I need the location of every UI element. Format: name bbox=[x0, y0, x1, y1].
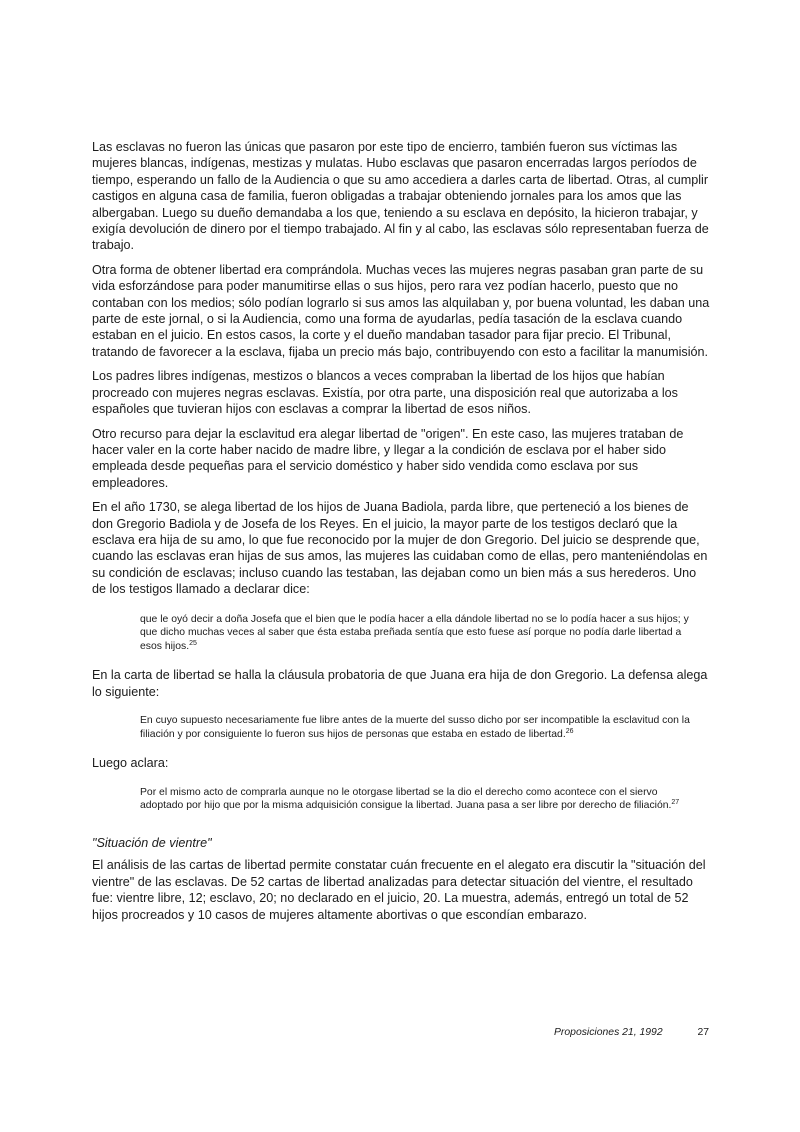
page-footer bbox=[554, 1026, 709, 1039]
footnote-ref-25: 25 bbox=[189, 639, 197, 647]
paragraph-3: Los padres libres indígenas, mestizos o blancos a veces compraban la libertad de los hijos que habían procreado con mujeres negras esclavas. Existía, por otra parte, una disposición real que autorizaba a los españoles que tuvieran hijos con esclavas a comprar la libertad de esos niños. bbox=[92, 369, 678, 417]
block-quote-3 bbox=[140, 786, 700, 813]
paragraph-5: En el año 1730, se alega libertad de los hijos de Juana Badiola, parda libre, que perteneció a los bienes de don Gregorio Badiola y de Josefa de los Reyes. En el juicio, la mayor parte de los testigos declaró que la esclava era hija de su amo, lo que fue reconocido por la mujer de don Gregorio. Del juicio se desprende que, cuando las esclavas eran hijas de sus amos, las mujeres las cuidaban como de ellas, pero manteniéndolas en su condición de esclavas; incluso cuando las testaban, las dejaban como un bien más a sus herederos. Uno de los testigos llamado a declarar dice: bbox=[92, 500, 708, 597]
page-number: 27 bbox=[697, 1027, 709, 1038]
paragraph-1: Las esclavas no fueron las únicas que pasaron por este tipo de encierro, también fueron sus víctimas las mujeres blancas, indígenas, mestizas y mulatas. Hubo esclavas que pasaron encerradas largos períodos de tiempo, esperando un fallo de la Audiencia o que su amo accediera a darles carta de libertad. Otras, al cumplir castigos en alguna casa de familia, fueron obligadas a trabajar obteniendo jornales para los amos que las albergaban. Luego su dueño demandaba a los que, teniendo a su esclava en depósito, la hicieron trabajar, y exigía devolución de dinero por el tiempo trabajado. Al fin y al cabo, las esclavas sólo representaban fuerza de trabajo. bbox=[92, 140, 709, 253]
block-quote-2 bbox=[140, 714, 700, 741]
article-body bbox=[92, 139, 710, 931]
quote-1-text: que le oyó decir a doña Josefa que el bien que le podía hacer a ella dándole libertad no se lo podía hacer a sus hijos; y que dicho muchas veces al saber que ésta estaba preñada sentía que esto fuese así porque no podía darle libertad a esos hijos. bbox=[140, 613, 689, 652]
footnote-ref-26: 26 bbox=[565, 727, 574, 735]
paragraph-6: En la carta de libertad se halla la cláusula probatoria de que Juana era hija de don Gregorio. La defensa alega lo siguiente: bbox=[92, 668, 708, 699]
paragraph-4: Otro recurso para dejar la esclavitud era alegar libertad de "origen". En este caso, las mujeres trataban de hacer valer en la corte haber nacido de madre libre, y llegar a la condición de esclava por el haber sido empleada desde pequeñas para el servicio doméstico y haber sido vendida como esclava por sus empleadores. bbox=[92, 426, 684, 490]
section-heading: "Situación de vientre" bbox=[92, 835, 212, 850]
quote-3-text: Por el mismo acto de comprarla aunque no le otorgase libertad se la dio el derecho como acontece con el siervo adoptado por hijo que por la misma adquisición consigue la libertad. Juana pasa a ser libre por derecho de filiación. bbox=[140, 786, 672, 812]
block-quote-1 bbox=[140, 613, 700, 654]
quote-2-text: En cuyo supuesto necesariamente fue libre antes de la muerte del susso dicho por ser incompatible la esclavitud con la filiación y por consiguiente lo fueron sus hijos de personas que estaba en estado de libertad. bbox=[140, 715, 690, 740]
paragraph-2: Otra forma de obtener libertad era comprándola. Muchas veces las mujeres negras pasaban gran parte de su vida esforzándose para poder manumitirse ellas o sus hijos, pero rara vez podían hacerlo, puesto que no contaban con los medios; sólo podían lograrlo si sus amos las alquilaban y, por buena voluntad, les daban una parte de este jornal, o si la Audiencia, como una forma de ayudarlas, pedía tasación de la esclava cuando estaban en el juicio. En estos casos, la corte y el dueño mandaban tasador para fijar precio. El Tribunal, tratando de favorecer a la esclava, fijaba un precio más bajo, contribuyendo con esto a facilitar la manumisión. bbox=[92, 262, 710, 359]
journal-citation: Proposiciones 21, 1992 bbox=[554, 1027, 663, 1038]
footnote-ref-27: 27 bbox=[671, 799, 680, 807]
paragraph-8: El análisis de las cartas de libertad permite constatar cuán frecuente en el alegato era discutir la "situación del vientre" de las esclavas. De 52 cartas de libertad analizadas para detectar situación del vientre, el resultado fue: vientre libre, 12; esclavo, 20; no declarado en el juicio, 20. La muestra, además, entregó un total de 52 hijos procreados y 10 casos de mujeres altamente abortivas o que escondían embarazo. bbox=[92, 858, 706, 922]
paragraph-7: Luego aclara: bbox=[92, 756, 169, 771]
